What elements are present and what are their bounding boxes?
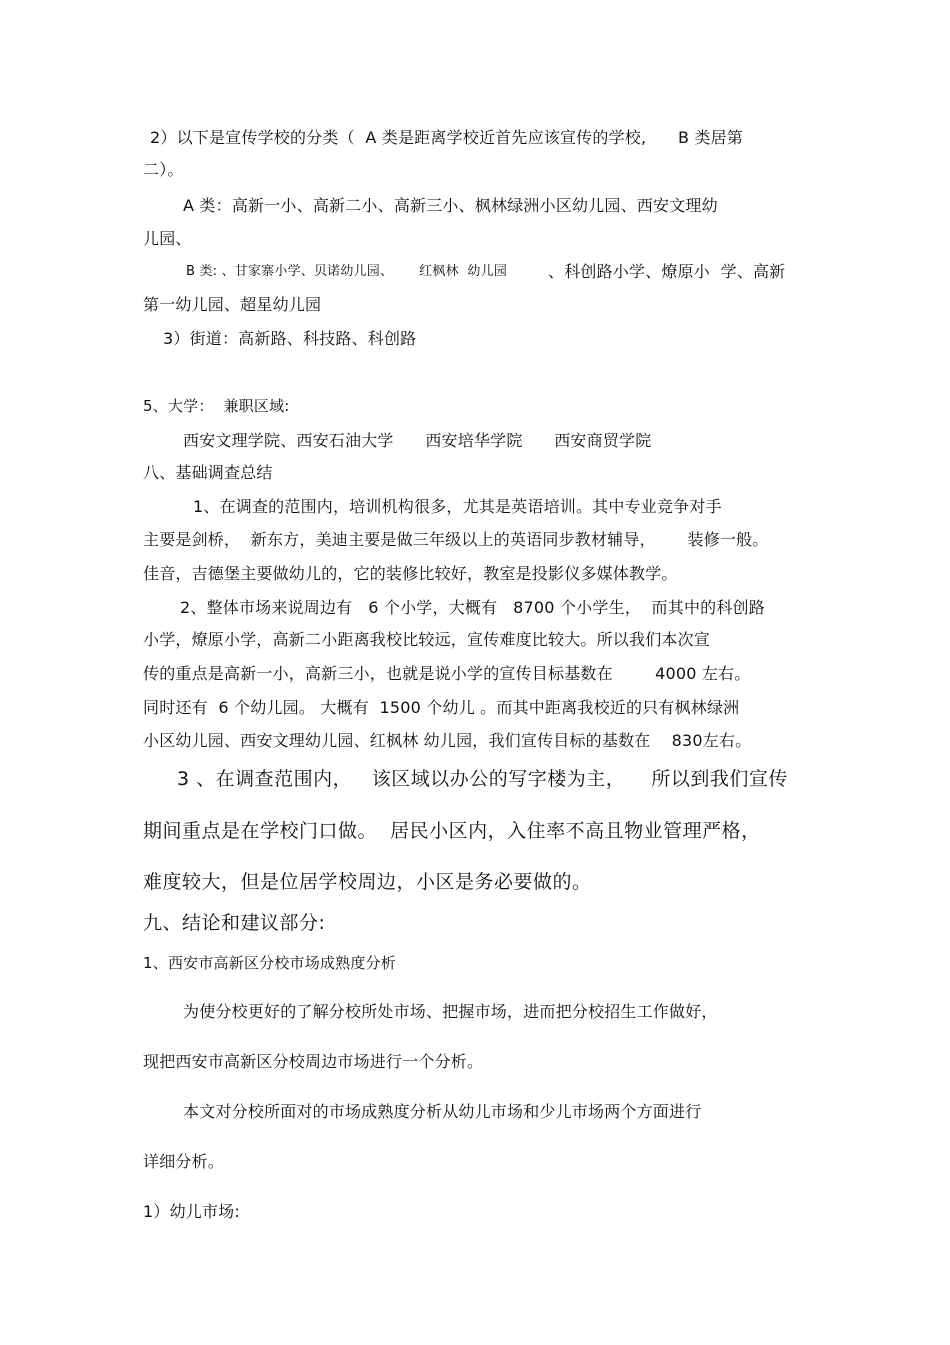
text-line: 主要是剑桥， 新东方，美迪主要是做三年级以上的英语同步教材辅导， 装修一般。 [143,530,769,549]
text-line: 5、大学： 兼职区域: [143,397,290,415]
text-line: 、科创路小学、燎原小 学、高新 [548,262,786,281]
text-line: 现把西安市高新区分校周边市场进行一个分析。 [143,1052,484,1071]
subsection-heading: 1）幼儿市场: [143,1202,240,1221]
text-line: 3）街道：高新路、科技路、科创路 [163,329,417,348]
text-line: 3 、在调查范围内， 该区域以办公的写字楼为主， 所以到我们宣传 [177,768,788,790]
text-line: 小学，燎原小学，高新二小距离我校比较远，宣传难度比较大。所以我们本次宣 [143,630,711,649]
text-line: 1、在调查的范围内，培训机构很多，尤其是英语培训。其中专业竞争对手 [193,497,722,516]
text-line: 传的重点是高新一小，高新三小，也就是说小学的宣传目标基数在 4000 左右。 [143,664,751,683]
text-line: 为使分校更好的了解分校所处市场、把握市场，进而把分校招生工作做好， [183,1002,718,1021]
text-line: 二）。 [143,160,184,179]
text-line: 2、整体市场来说周边有 6 个小学，大概有 8700 个小学生， 而其中的科创路 [180,598,765,617]
subsection-heading: 1、西安市高新区分校市场成熟度分析 [143,954,396,972]
text-line: 小区幼儿园、西安文理幼儿园、红枫林 幼儿园，我们宣传目标的基数在 830左右。 [143,731,752,750]
text-line: A 类：高新一小、高新二小、高新三小、枫林绿洲小区幼儿园、西安文理幼 [183,196,718,215]
text-line: 2）以下是宣传学校的分类（ A 类是距离学校近首先应该宣传的学校, B 类居第 [150,128,744,147]
text-line: 佳音，吉德堡主要做幼儿的，它的装修比较好，教室是投影仪多媒体教学。 [143,564,678,583]
section-heading: 八、基础调查总结 [143,463,273,482]
text-line: 同时还有 6 个幼儿园。 大概有 1500 个幼儿 。而其中距离我校近的只有枫林绿洲 [143,698,740,717]
text-line: 西安文理学院、西安石油大学 西安培华学院 西安商贸学院 [183,431,652,450]
text-line: 详细分析。 [143,1152,225,1171]
text-line: 难度较大，但是位居学校周边，小区是务必要做的。 [143,871,592,893]
text-line: 儿园、 [143,229,192,248]
section-heading: 九、结论和建议部分: [143,912,326,934]
text-line: 第一幼儿园、超星幼儿园 [143,295,322,314]
text-line: B 类: 、甘家寨小学、贝诺幼儿园、 红枫林 幼儿园 [186,264,508,279]
text-line: 本文对分校所面对的市场成熟度分析从幼儿市场和少儿市场两个方面进行 [183,1102,702,1121]
text-line: 期间重点是在学校门口做。 居民小区内，入住率不高且物业管理严格， [143,820,761,842]
